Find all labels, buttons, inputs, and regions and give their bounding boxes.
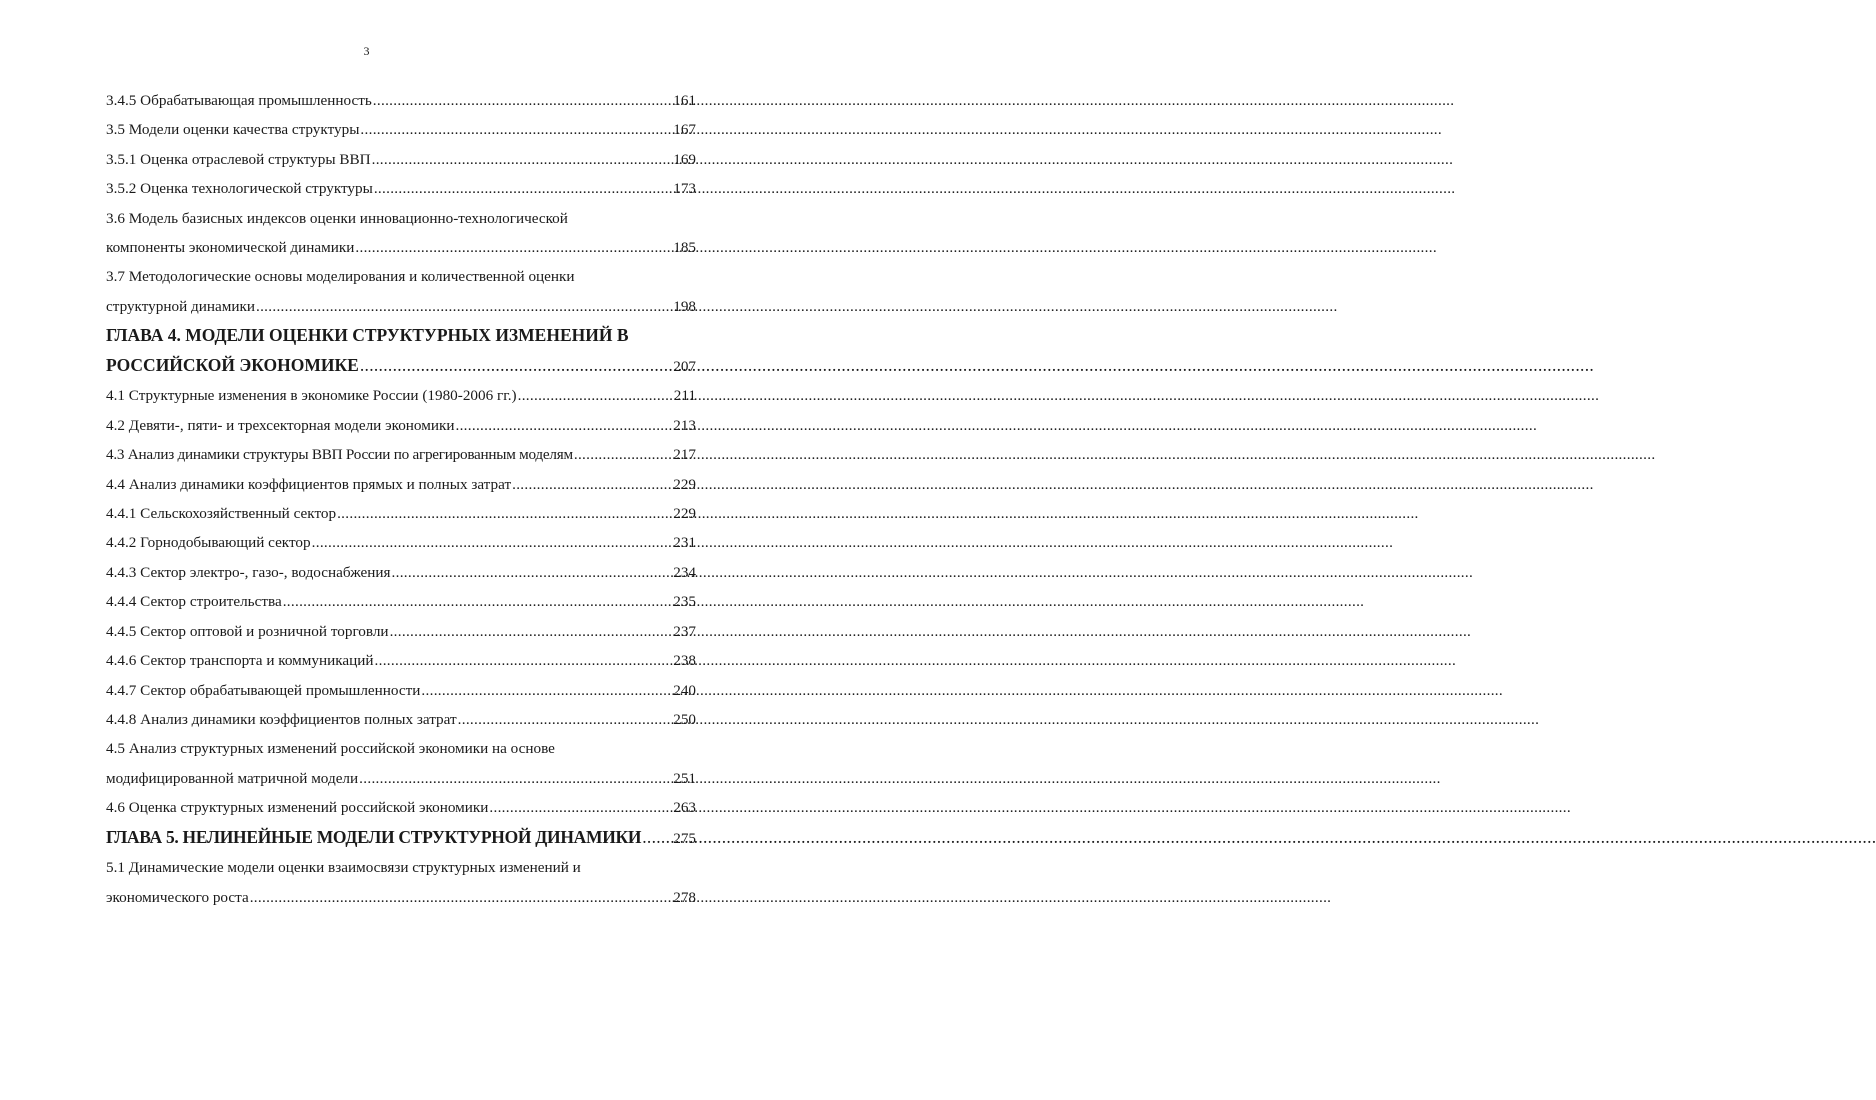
toc-entry-3-6[interactable]	[106, 204, 696, 263]
toc-entry-page: 263	[673, 799, 696, 817]
toc-entry-4-2[interactable]	[106, 411, 696, 440]
toc-entry-4-4-6[interactable]	[106, 646, 696, 675]
toc-entry-title-line1: 3.6 Модель базисных индексов оценки инновационно-технологической	[106, 209, 568, 227]
dot-leader	[518, 381, 673, 410]
toc-entry-title-line2: экономического роста	[106, 888, 249, 906]
toc-entry-3-5-1[interactable]	[106, 145, 696, 174]
toc-entry-title: 4.4 Анализ динамики коэффициентов прямых и полных затрат	[106, 475, 512, 493]
toc-entry-title-line2: структурной динамики	[106, 297, 255, 315]
toc-entry-page: 238	[673, 652, 696, 670]
toc-entry-title: 4.4.7 Сектор обрабатывающей промышленности	[106, 681, 421, 699]
dot-leader	[372, 145, 673, 174]
toc-entry-4-4-7[interactable]	[106, 676, 696, 705]
toc-entry-4-5[interactable]	[106, 734, 696, 793]
toc-entry-title-line1: 5.1 Динамические модели оценки взаимосвязи структурных изменений и	[106, 859, 581, 877]
dot-leader	[421, 676, 672, 705]
toc-entry-page: 251	[673, 769, 696, 787]
toc-entry-4-4-3[interactable]	[106, 558, 696, 587]
toc-entry-3-5-2[interactable]	[106, 174, 696, 203]
dot-leader	[374, 174, 672, 203]
toc-entry-title: 4.2 Девяти-, пяти- и трехсекторная модели экономики	[106, 416, 455, 434]
toc-entry-4-4[interactable]	[106, 470, 696, 499]
toc-entry-title-line1: 4.5 Анализ структурных изменений российской экономики на основе	[106, 740, 555, 758]
toc-entry-title: 4.4.8 Анализ динамики коэффициентов полных затрат	[106, 710, 457, 728]
toc-entry-title: 3.4.5 Обрабатывающая промышленность	[106, 92, 372, 109]
dot-leader	[312, 528, 673, 557]
toc-entry-4-4-2[interactable]	[106, 528, 696, 557]
toc-entry-title: 3.5.2 Оценка технологической структуры	[106, 180, 373, 198]
toc-entry-title: 4.4.4 Сектор строительства	[106, 593, 282, 611]
dot-leader	[360, 115, 672, 144]
toc-entry-page: 211	[673, 387, 696, 405]
toc-entry-page: 237	[673, 622, 696, 640]
dot-leader	[337, 499, 672, 528]
toc-entry-page: 169	[673, 150, 696, 168]
toc-entry-page: 198	[673, 297, 696, 315]
toc-entry-title: 4.3 Анализ динамики структуры ВВП России по агрегированным моделям	[106, 446, 573, 464]
toc-entry-3-4-5[interactable]	[106, 86, 696, 115]
toc-entry-chapter-4[interactable]	[106, 321, 696, 381]
chapter-title-line1: ГЛАВА 4. МОДЕЛИ ОЦЕНКИ СТРУКТУРНЫХ ИЗМЕНЕНИЙ В	[106, 325, 629, 346]
toc-entry-title: 4.6 Оценка структурных изменений российской экономики	[106, 799, 489, 817]
toc-entry-4-4-5[interactable]	[106, 617, 696, 646]
toc-entry-page: 207	[673, 357, 696, 375]
toc-entry-page: 250	[673, 710, 696, 728]
dot-leader	[375, 646, 673, 675]
toc-entry-page: 213	[673, 416, 696, 434]
chapter-title-line2: РОССИЙСКОЙ ЭКОНОМИКЕ	[106, 354, 359, 375]
toc-entry-title-line2: компоненты экономической динамики	[106, 239, 355, 257]
toc-entry-title-line1: 3.7 Методологические основы моделирования и количественной оценки	[106, 268, 575, 286]
toc-entry-4-4-1[interactable]	[106, 499, 696, 528]
toc-entry-3-5[interactable]	[106, 115, 696, 144]
toc-entry-4-4-8[interactable]	[106, 705, 696, 734]
toc-entry-page: 234	[673, 563, 696, 581]
toc-entry-page: 185	[673, 239, 696, 257]
toc-entry-page: 167	[673, 121, 696, 139]
toc-entry-title: 4.1 Структурные изменения в экономике России (1980-2006 гг.)	[106, 387, 517, 405]
toc-entry-4-4-4[interactable]	[106, 587, 696, 616]
dot-leader	[390, 617, 673, 646]
dot-leader	[458, 705, 673, 734]
toc-entry-title: 4.4.3 Сектор электро-, газо-, водоснабжения	[106, 563, 391, 581]
dot-leader	[250, 883, 673, 912]
toc-entry-page: 240	[673, 681, 696, 699]
toc-entry-page: 217	[673, 446, 696, 464]
toc-entry-chapter-5[interactable]	[106, 823, 696, 854]
toc-entry-page: 235	[673, 593, 696, 611]
dot-leader	[455, 411, 672, 440]
toc-entry-title: 4.4.2 Горнодобывающий сектор	[106, 534, 311, 552]
chapter-title: ГЛАВА 5. НЕЛИНЕЙНЫЕ МОДЕЛИ СТРУКТУРНОЙ ДИНАМИКИ	[106, 826, 642, 847]
toc-entry-page: 231	[673, 534, 696, 552]
toc-entry-page: 275	[673, 829, 696, 847]
dot-leader	[359, 764, 672, 793]
dot-leader	[512, 470, 672, 499]
toc-entry-4-3[interactable]	[106, 440, 696, 469]
toc-entry-title: 4.4.1 Сельскохозяйственный сектор	[106, 505, 337, 523]
toc-entry-4-1[interactable]	[106, 381, 696, 410]
dot-leader	[360, 351, 672, 381]
toc-entry-page: 229	[673, 475, 696, 493]
dot-leader	[373, 86, 672, 115]
dot-leader	[489, 793, 672, 822]
toc-entry-title-line2: модифицированной матричной модели	[106, 769, 359, 787]
dot-leader	[642, 823, 672, 853]
toc-entry-5-1[interactable]	[106, 853, 696, 912]
toc-entry-title: 3.5.1 Оценка отраслевой структуры ВВП	[106, 150, 371, 168]
toc-entry-page: 278	[673, 888, 696, 906]
toc-entry-page: 161	[673, 92, 696, 109]
toc-entry-page: 229	[673, 505, 696, 523]
dot-leader	[574, 440, 672, 469]
toc-entry-page: 173	[673, 180, 696, 198]
dot-leader	[355, 233, 672, 262]
dot-leader	[256, 292, 672, 321]
toc-entry-3-7[interactable]	[106, 262, 696, 321]
toc-entry-title: 3.5 Модели оценки качества структуры	[106, 121, 360, 139]
toc-entry-title: 4.4.6 Сектор транспорта и коммуникаций	[106, 652, 374, 670]
page-number: 3	[363, 44, 370, 58]
table-of-contents	[106, 86, 696, 912]
toc-entry-title: 4.4.5 Сектор оптовой и розничной торговли	[106, 622, 389, 640]
dot-leader	[392, 558, 673, 587]
dot-leader	[283, 587, 673, 616]
toc-entry-4-6[interactable]	[106, 793, 696, 822]
